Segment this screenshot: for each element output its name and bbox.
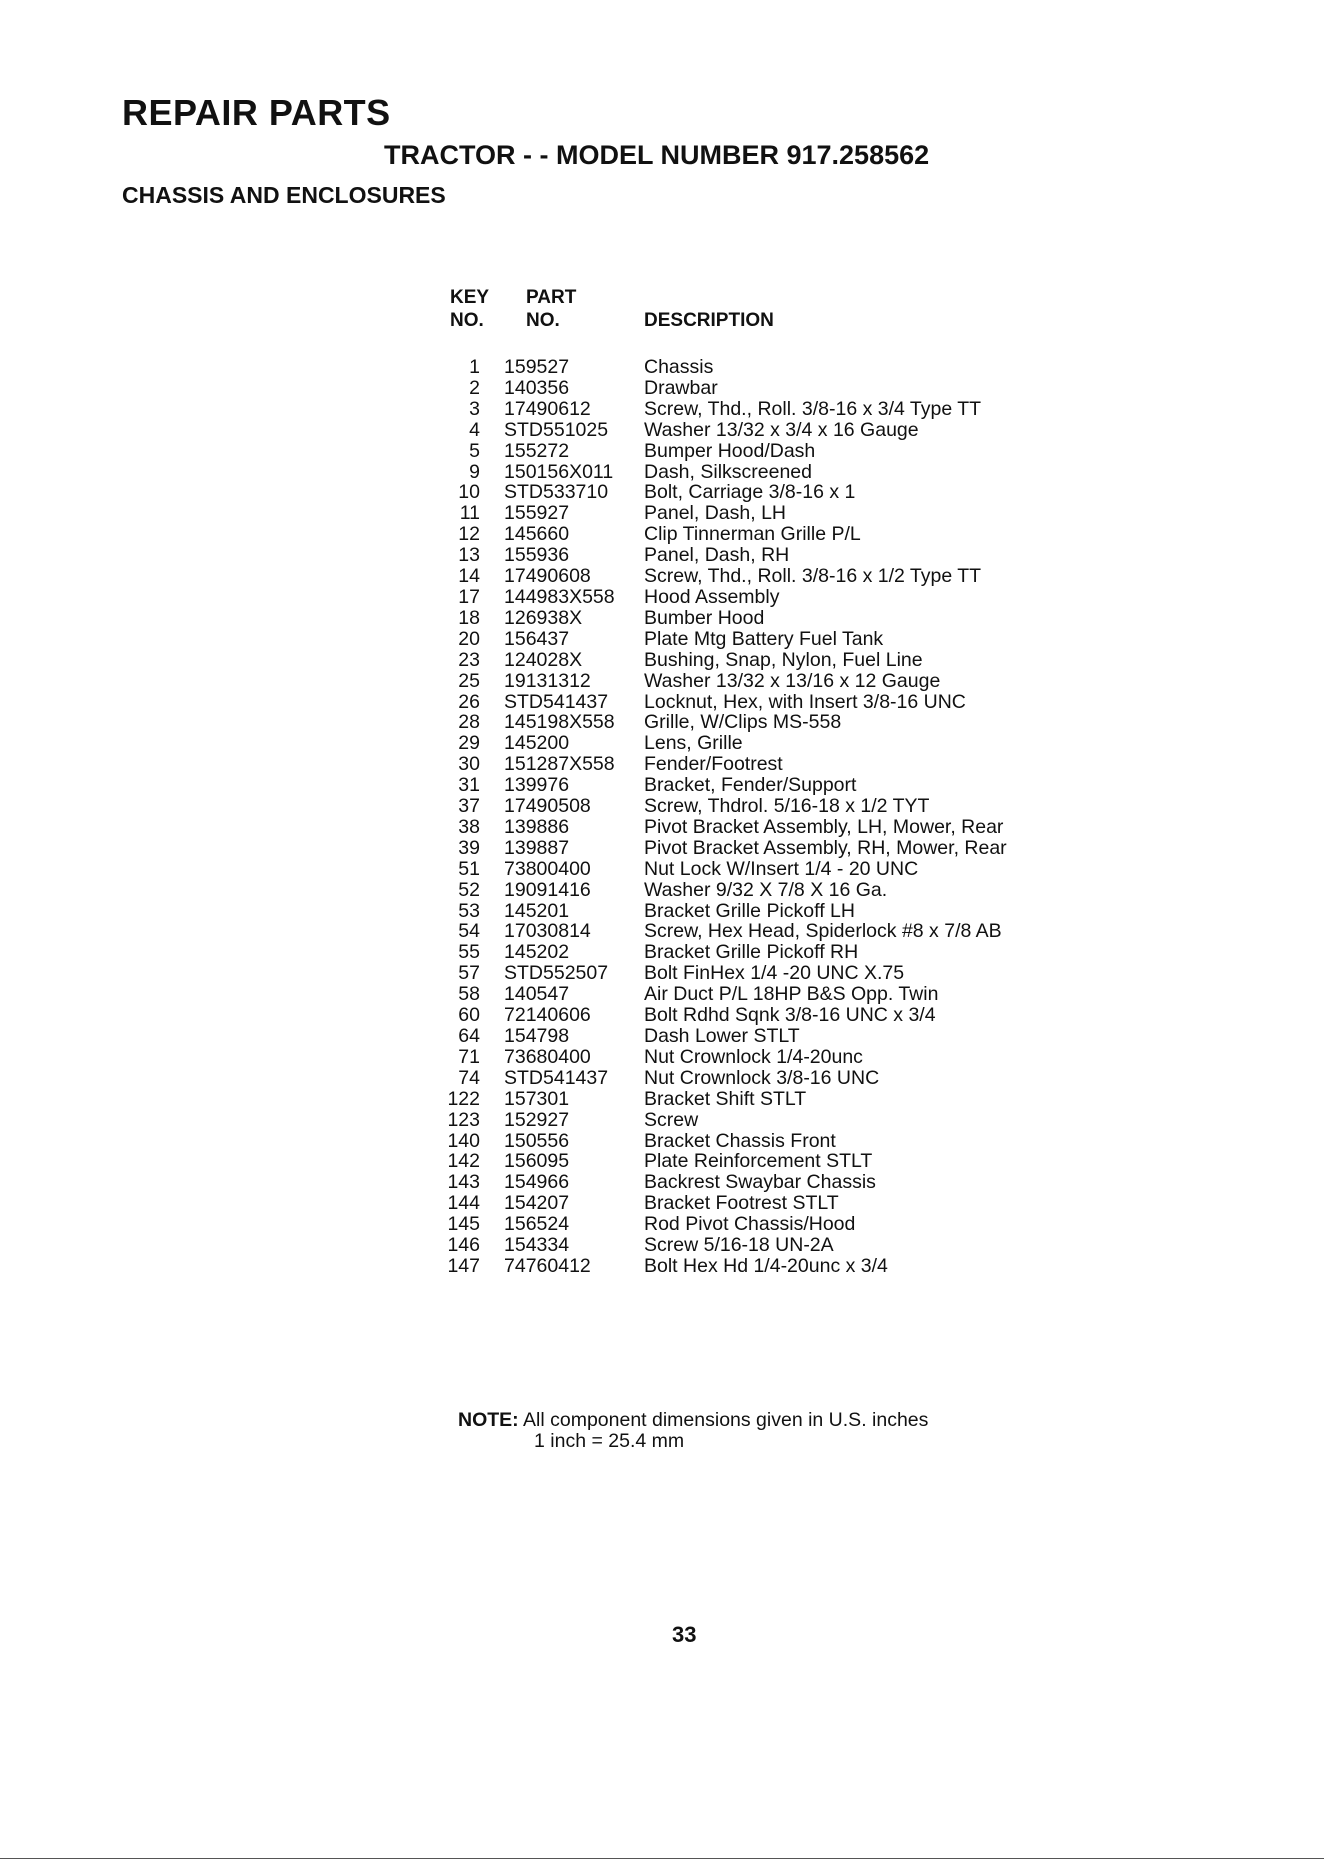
table-row <box>440 545 1040 566</box>
part-description: Nut Crownlock 1/4-20unc <box>644 1045 863 1068</box>
part-description: Panel, Dash, LH <box>644 502 786 525</box>
part-number: 145200 <box>504 732 570 755</box>
part-number: 139887 <box>504 836 570 859</box>
part-description: Bolt FinHex 1/4 -20 UNC X.75 <box>644 962 905 985</box>
key-number: 3 <box>469 397 480 420</box>
table-row <box>440 859 1040 880</box>
table-row <box>440 1005 1040 1026</box>
part-description: Rod Pivot Chassis/Hood <box>644 1213 856 1236</box>
table-row <box>440 1151 1040 1172</box>
part-number: 156095 <box>504 1150 570 1173</box>
part-description: Bumber Hood <box>644 606 765 629</box>
part-number: 19091416 <box>504 878 591 901</box>
part-number: 124028X <box>504 648 583 671</box>
key-number: 18 <box>458 606 480 629</box>
table-row <box>440 1214 1040 1235</box>
table-row <box>440 482 1040 503</box>
table-row <box>440 796 1040 817</box>
part-number: 159527 <box>504 356 570 378</box>
key-number: 13 <box>458 544 480 567</box>
key-number: 52 <box>458 878 480 901</box>
part-description: Nut Crownlock 3/8-16 UNC <box>644 1066 880 1089</box>
part-column-header-line1: PART <box>526 287 577 308</box>
part-description: Bumper Hood/Dash <box>644 439 816 462</box>
key-number: 1 <box>469 356 480 378</box>
part-description: Bracket Footrest STLT <box>644 1192 839 1215</box>
table-row <box>440 712 1040 733</box>
table-row <box>440 901 1040 922</box>
key-number: 38 <box>458 815 480 838</box>
part-number: 154207 <box>504 1192 570 1215</box>
part-number: 155936 <box>504 544 570 567</box>
part-number: 145198X558 <box>504 711 615 734</box>
part-number: 17030814 <box>504 920 591 943</box>
part-description: Bolt Rdhd Sqnk 3/8-16 UNC x 3/4 <box>644 1004 936 1027</box>
part-description: Bolt, Carriage 3/8-16 x 1 <box>644 481 856 504</box>
note <box>458 1410 928 1452</box>
part-number: 72140606 <box>504 1004 591 1027</box>
table-row <box>440 671 1040 692</box>
table-row <box>440 775 1040 796</box>
part-column-header-line2: NO. <box>526 310 560 331</box>
part-description: Screw, Hex Head, Spiderlock #8 x 7/8 AB <box>644 920 1002 943</box>
part-number: 17490612 <box>504 397 591 420</box>
key-number: 17 <box>458 585 480 608</box>
table-row <box>440 1026 1040 1047</box>
part-description: Bracket Chassis Front <box>644 1129 836 1152</box>
key-number: 5 <box>469 439 480 462</box>
part-description: Clip Tinnerman Grille P/L <box>644 523 861 546</box>
key-number: 20 <box>458 627 480 650</box>
key-number: 54 <box>458 920 480 943</box>
part-description: Fender/Footrest <box>644 753 783 776</box>
table-row <box>440 524 1040 545</box>
table-row <box>440 629 1040 650</box>
key-number: 71 <box>458 1045 480 1068</box>
part-number: 157301 <box>504 1087 570 1110</box>
key-number: 26 <box>458 690 480 713</box>
part-description: Screw, Thd., Roll. 3/8-16 x 1/2 Type TT <box>644 565 982 588</box>
table-row <box>440 441 1040 462</box>
part-description: Bracket Shift STLT <box>644 1087 807 1110</box>
part-description: Bracket, Fender/Support <box>644 774 857 797</box>
part-number: 150156X011 <box>504 460 614 483</box>
table-row <box>440 1235 1040 1256</box>
part-description: Bushing, Snap, Nylon, Fuel Line <box>644 648 923 671</box>
part-description: Dash, Silkscreened <box>644 460 812 483</box>
part-description: Screw <box>644 1108 699 1131</box>
note-text-line2: 1 inch = 25.4 mm <box>534 1430 685 1452</box>
part-description: Lens, Grille <box>644 732 743 755</box>
part-number: 74760412 <box>504 1254 591 1277</box>
part-number: 154334 <box>504 1234 570 1257</box>
part-number: 156524 <box>504 1213 570 1236</box>
table-row <box>440 733 1040 754</box>
part-number: 73800400 <box>504 857 591 880</box>
table-row <box>440 692 1040 713</box>
note-text-line1: All component dimensions given in U.S. inches <box>523 1409 929 1431</box>
key-number: 140 <box>447 1129 480 1152</box>
key-number: 144 <box>447 1192 480 1215</box>
part-description: Washer 13/32 x 3/4 x 16 Gauge <box>644 418 919 441</box>
part-description: Dash Lower STLT <box>644 1025 800 1047</box>
part-number: 145202 <box>504 941 570 964</box>
part-description: Pivot Bracket Assembly, LH, Mower, Rear <box>644 815 1004 838</box>
part-number: 144983X558 <box>504 585 615 608</box>
part-description: Washer 9/32 X 7/8 X 16 Ga. <box>644 878 888 901</box>
key-column-header-line1: KEY <box>450 287 490 308</box>
table-row <box>440 1089 1040 1110</box>
table-row <box>440 880 1040 901</box>
part-description: Locknut, Hex, with Insert 3/8-16 UNC <box>644 690 966 713</box>
part-description: Bolt Hex Hd 1/4-20unc x 3/4 <box>644 1254 888 1277</box>
key-number: 146 <box>447 1234 480 1257</box>
table-row <box>440 503 1040 524</box>
part-description: Bracket Grille Pickoff LH <box>644 899 855 922</box>
key-number: 2 <box>469 376 480 399</box>
model-number-heading: TRACTOR - - MODEL NUMBER 917.258562 <box>384 140 930 170</box>
part-number: 145660 <box>504 523 570 546</box>
bottom-rule <box>0 1858 1324 1859</box>
part-number: 154798 <box>504 1025 570 1047</box>
part-number: 19131312 <box>504 669 591 692</box>
key-number: 145 <box>447 1213 480 1236</box>
key-number: 60 <box>458 1004 480 1027</box>
table-row <box>440 942 1040 963</box>
parts-list <box>440 357 1040 1277</box>
table-row <box>440 1172 1040 1193</box>
table-row <box>440 838 1040 859</box>
part-number: 17490608 <box>504 565 591 588</box>
key-number: 142 <box>447 1150 480 1173</box>
part-number: 151287X558 <box>504 753 615 776</box>
key-number: 28 <box>458 711 480 734</box>
table-row <box>440 608 1040 629</box>
description-column-header: DESCRIPTION <box>644 310 774 331</box>
part-number: 73680400 <box>504 1045 591 1068</box>
part-description: Chassis <box>644 356 714 378</box>
page-number: 33 <box>672 1622 697 1647</box>
table-row <box>440 963 1040 984</box>
table-row <box>440 1193 1040 1214</box>
part-number: STD541437 <box>504 690 609 713</box>
key-number: 31 <box>458 774 480 797</box>
part-number: 145201 <box>504 899 570 922</box>
table-row <box>440 357 1040 378</box>
part-description: Nut Lock W/Insert 1/4 - 20 UNC <box>644 857 919 880</box>
table-row <box>440 1047 1040 1068</box>
table-row <box>440 420 1040 441</box>
part-description: Pivot Bracket Assembly, RH, Mower, Rear <box>644 836 1007 859</box>
part-number: 155272 <box>504 439 570 462</box>
key-number: 37 <box>458 795 480 818</box>
part-description: Screw 5/16-18 UN-2A <box>644 1234 834 1257</box>
part-number: 17490508 <box>504 795 591 818</box>
key-number: 12 <box>458 523 480 546</box>
part-description: Plate Reinforcement STLT <box>644 1150 873 1173</box>
part-description: Screw, Thdrol. 5/16-18 x 1/2 TYT <box>644 795 930 818</box>
part-number: 139976 <box>504 774 570 797</box>
part-number: STD552507 <box>504 962 609 985</box>
part-number: 140356 <box>504 376 570 399</box>
table-row <box>440 1256 1040 1277</box>
table-row <box>440 817 1040 838</box>
key-number: 30 <box>458 753 480 776</box>
key-number: 29 <box>458 732 480 755</box>
key-number: 14 <box>458 565 480 588</box>
table-row <box>440 1110 1040 1131</box>
part-description: Grille, W/Clips MS-558 <box>644 711 842 734</box>
part-description: Washer 13/32 x 13/16 x 12 Gauge <box>644 669 941 692</box>
table-row <box>440 1131 1040 1152</box>
table-row <box>440 921 1040 942</box>
key-number: 74 <box>458 1066 480 1089</box>
table-row <box>440 984 1040 1005</box>
part-number: 139886 <box>504 815 570 838</box>
table-row <box>440 399 1040 420</box>
key-number: 55 <box>458 941 480 964</box>
key-number: 11 <box>459 502 480 525</box>
part-description: Backrest Swaybar Chassis <box>644 1171 876 1194</box>
part-description: Air Duct P/L 18HP B&S Opp. Twin <box>644 983 939 1006</box>
part-description: Panel, Dash, RH <box>644 544 790 567</box>
section-heading: CHASSIS AND ENCLOSURES <box>122 182 446 208</box>
table-row <box>440 650 1040 671</box>
part-number: 150556 <box>504 1129 570 1152</box>
note-label: NOTE: <box>458 1409 519 1431</box>
table-row <box>440 462 1040 483</box>
table-row <box>440 587 1040 608</box>
part-number: STD551025 <box>504 418 609 441</box>
part-number: STD541437 <box>504 1066 609 1089</box>
key-number: 10 <box>458 481 480 504</box>
page-title: REPAIR PARTS <box>122 92 391 133</box>
key-number: 23 <box>458 648 480 671</box>
key-number: 143 <box>447 1171 480 1194</box>
key-number: 4 <box>469 418 480 441</box>
table-row <box>440 754 1040 775</box>
part-number: STD533710 <box>504 481 609 504</box>
key-number: 58 <box>458 983 480 1006</box>
part-number: 155927 <box>504 502 570 525</box>
table-row <box>440 378 1040 399</box>
part-description: Bracket Grille Pickoff RH <box>644 941 859 964</box>
key-number: 9 <box>469 460 480 483</box>
part-number: 156437 <box>504 627 570 650</box>
key-number: 123 <box>447 1108 480 1131</box>
key-number: 39 <box>458 836 480 859</box>
part-number: 140547 <box>504 983 570 1006</box>
key-number: 122 <box>447 1087 480 1110</box>
key-number: 64 <box>458 1025 480 1047</box>
part-description: Plate Mtg Battery Fuel Tank <box>644 627 884 650</box>
key-number: 51 <box>458 857 480 880</box>
key-number: 57 <box>458 962 480 985</box>
part-number: 126938X <box>504 606 583 629</box>
key-number: 53 <box>458 899 480 922</box>
table-row <box>440 566 1040 587</box>
key-number: 147 <box>447 1254 480 1277</box>
part-number: 154966 <box>504 1171 570 1194</box>
key-column-header-line2: NO. <box>450 310 484 331</box>
part-number: 152927 <box>504 1108 570 1131</box>
table-row <box>440 1068 1040 1089</box>
key-number: 25 <box>458 669 480 692</box>
part-description: Drawbar <box>644 376 718 399</box>
part-description: Screw, Thd., Roll. 3/8-16 x 3/4 Type TT <box>644 397 982 420</box>
part-description: Hood Assembly <box>644 585 780 608</box>
